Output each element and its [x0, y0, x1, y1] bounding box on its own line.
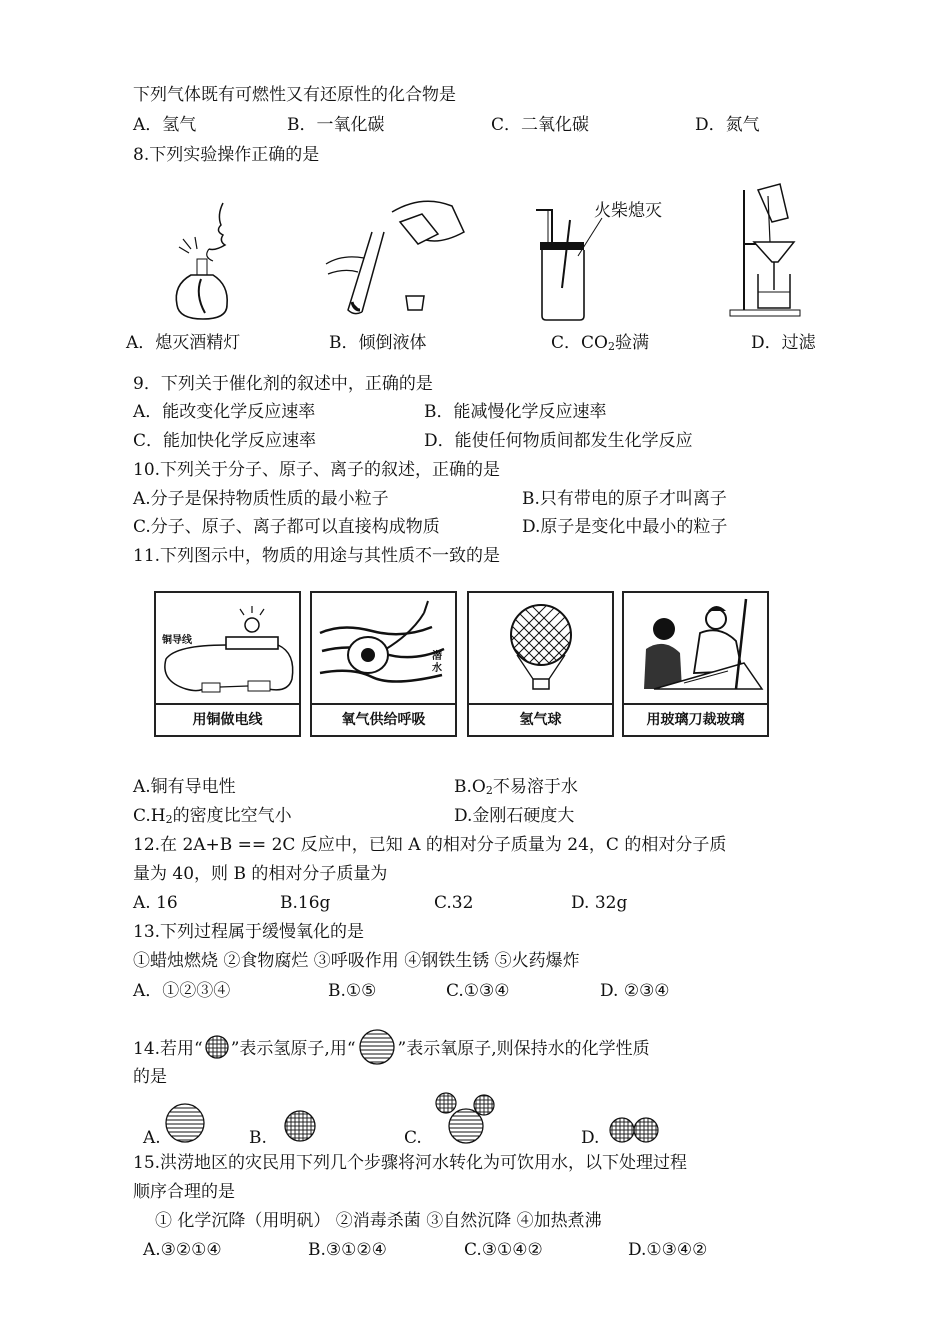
- panel2-caption: 氧气供给呼吸: [341, 712, 426, 728]
- q9-option-b: B．能减慢化学反应速率: [424, 402, 607, 422]
- q11-option-a: A.铜有导电性: [133, 777, 236, 797]
- panel1-caption: 用铜做电线: [192, 712, 263, 728]
- q10-option-a: A.分子是保持物质性质的最小粒子: [133, 489, 389, 509]
- q8-option-c: C．$CO_2$验满: [551, 333, 649, 353]
- q10-option-c: C.分子、原子、离子都可以直接构成物质: [133, 517, 440, 537]
- pour-liquid-figure: [322, 192, 472, 322]
- q13-option-c: C.①③④: [446, 981, 510, 1001]
- panel3-caption: 氢气球: [519, 712, 562, 728]
- q9-option-d: D．能使任何物质间都发生化学反应: [424, 431, 693, 451]
- oxygen-atom-model-icon: [163, 1102, 207, 1144]
- q11-stem: 11.下列图示中，物质的用途与其性质不一致的是: [133, 546, 501, 566]
- q15-option-b: B.③①②④: [308, 1240, 387, 1260]
- q14-option-d: D.: [581, 1128, 600, 1148]
- q7-option-c: C．二氧化碳: [491, 115, 590, 135]
- hydrogen-atom-icon: [203, 1034, 231, 1060]
- q14-option-c: C.: [404, 1128, 422, 1148]
- copper-wire-label: 铜导线: [162, 635, 192, 646]
- q10-option-b: B.只有带电的原子才叫离子: [522, 489, 727, 509]
- q15-items: ① 化学沉降（用明矾） ②消毒杀菌 ③自然沉降 ④加热煮沸: [155, 1211, 602, 1231]
- q7-option-b: B．一氧化碳: [287, 115, 385, 135]
- q14-option-a: A.: [143, 1128, 161, 1148]
- q12-stem-line1: 12.在 2A+B == 2C 反应中，已知 A 的相对分子质量为 24，C 的相对分子质: [133, 835, 727, 855]
- copper-wire-panel: [154, 591, 301, 737]
- match-out-label: 火柴熄灭: [594, 201, 662, 221]
- q7-stem: 下列气体既有可燃性又有还原性的化合物是: [133, 85, 456, 105]
- filtration-figure: [722, 182, 812, 322]
- water-molecule-model-icon: [434, 1090, 498, 1146]
- q8-option-a: A．熄灭酒精灯: [126, 333, 241, 353]
- q11-option-d: D.金刚石硬度大: [454, 806, 575, 826]
- q15-stem-line2: 顺序合理的是: [133, 1182, 235, 1202]
- diving-label: 潜水: [432, 651, 442, 674]
- q12-option-a: A. 16: [133, 893, 178, 913]
- alcohol-lamp-figure: [165, 195, 255, 325]
- q13-option-d: D. ②③④: [600, 981, 670, 1001]
- q13-stem: 13.下列过程属于缓慢氧化的是: [133, 922, 365, 942]
- hydrogen-atom-model-icon: [281, 1108, 319, 1144]
- panel4-caption: 用玻璃刀裁玻璃: [646, 712, 745, 728]
- q10-stem: 10.下列关于分子、原子、离子的叙述，正确的是: [133, 460, 501, 480]
- q15-option-c: C.③①④②: [464, 1240, 543, 1260]
- hydrogen-balloon-panel: [467, 591, 614, 737]
- q11-option-c: $C.H_2$的密度比空气小: [133, 806, 292, 826]
- q12-option-d: D. 32g: [571, 893, 628, 913]
- q8-stem: 8.下列实验操作正确的是: [133, 145, 320, 165]
- q8-option-b: B．倾倒液体: [329, 333, 427, 353]
- q14-option-b: B.: [249, 1128, 267, 1148]
- q11-option-b: $B.O_2$不易溶于水: [454, 777, 578, 797]
- q15-option-a: A.③②①④: [143, 1240, 222, 1260]
- q12-option-b: B.16g: [280, 893, 331, 913]
- q12-option-c: C.32: [434, 893, 474, 913]
- q9-stem: 9．下列关于催化剂的叙述中，正确的是: [133, 374, 433, 394]
- q8-option-d: D．过滤: [751, 333, 816, 353]
- q14-stem-line2: 的是: [133, 1067, 167, 1087]
- q15-stem-line1: 15.洪涝地区的灾民用下列几个步骤将河水转化为可饮用水，以下处理过程: [133, 1153, 688, 1173]
- q9-option-a: A．能改变化学反应速率: [133, 402, 316, 422]
- q13-option-b: B.①⑤: [328, 981, 377, 1001]
- q15-option-d: D.①③④②: [628, 1240, 708, 1260]
- q13-option-a: A．①②③④: [133, 981, 231, 1001]
- q10-option-d: D.原子是变化中最小的粒子: [522, 517, 728, 537]
- q13-items: ①蜡烛燃烧 ②食物腐烂 ③呼吸作用 ④钢铁生锈 ⑤火药爆炸: [133, 951, 580, 971]
- diving-panel: [310, 591, 457, 737]
- glass-cutting-panel: [622, 591, 769, 737]
- q7-option-a: A．氢气: [133, 115, 197, 135]
- oxygen-atom-icon: [356, 1028, 398, 1066]
- q12-stem-line2: 量为 40，则 B 的相对分子质量为: [133, 864, 388, 884]
- q14-stem-line1: 14.若用“ ”表示氢原子,用“ ”表示氧原子,则保持水的化学性质: [133, 1028, 650, 1066]
- q7-option-d: D．氮气: [695, 115, 760, 135]
- q9-option-c: C．能加快化学反应速率: [133, 431, 317, 451]
- hydrogen-molecule-model-icon: [606, 1116, 662, 1144]
